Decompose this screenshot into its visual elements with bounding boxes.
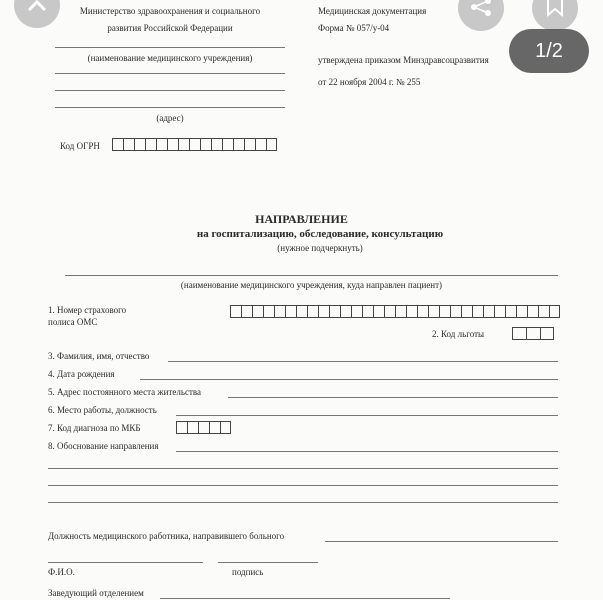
benefit-label: 2. Код льготы xyxy=(432,329,485,339)
policy-boxes[interactable] xyxy=(230,305,560,318)
doc-title: НАПРАВЛЕНИЕ xyxy=(255,212,348,226)
page-counter: 1/2 xyxy=(509,29,589,73)
reason-line-4[interactable] xyxy=(48,502,558,503)
doc-subtitle: на госпитализацию, обследование, консультацию xyxy=(196,228,444,240)
benefit-boxes[interactable] xyxy=(512,327,554,340)
bookmark-icon xyxy=(532,0,578,31)
destination-line xyxy=(65,275,558,276)
birth-field[interactable] xyxy=(140,379,558,380)
work-field[interactable] xyxy=(176,415,558,416)
birth-label: 4. Дата рождения xyxy=(48,369,115,379)
ogrn-boxes[interactable] xyxy=(112,138,277,151)
position-field[interactable] xyxy=(325,541,558,542)
signature-line[interactable] xyxy=(218,562,318,563)
name-field[interactable] xyxy=(168,361,558,362)
address-line-3 xyxy=(55,107,285,108)
bookmark-button[interactable] xyxy=(532,0,578,31)
ogrn-label: Код ОГРН xyxy=(60,141,100,151)
address-caption: (адрес) xyxy=(156,113,184,123)
head-label: Заведующий отделением xyxy=(48,588,144,598)
policy-label-1: 1. Номер страхового xyxy=(48,305,127,315)
approved-text: утверждена приказом Минздравсоцразвития xyxy=(318,55,489,65)
close-icon xyxy=(14,0,60,28)
form-number: Форма № 057/у-04 xyxy=(318,23,390,33)
fio-label: Ф.И.О. xyxy=(48,567,75,577)
underline-hint: (нужное подчеркнуть) xyxy=(277,243,363,253)
institution-caption: (наименование медицинского учреждения) xyxy=(87,53,253,63)
position-label: Должность медицинского работника, направившего больного xyxy=(48,531,285,541)
address-line-2 xyxy=(55,90,285,91)
reason-line-2[interactable] xyxy=(48,468,558,469)
ministry-line-2: развития Российской Федерации xyxy=(107,23,233,33)
reason-label: 8. Обоснование направления xyxy=(48,441,159,451)
signature-label: подпись xyxy=(232,567,264,577)
fio-line[interactable] xyxy=(48,562,203,563)
institution-line xyxy=(55,47,285,48)
work-label: 6. Место работы, должность xyxy=(48,405,157,415)
ministry-line-1: Министерство здравоохранения и социального xyxy=(79,6,261,16)
icd-boxes[interactable] xyxy=(176,421,231,434)
name-label: 3. Фамилия, имя, отчество xyxy=(48,351,150,361)
address-line-1 xyxy=(55,73,285,74)
policy-label-2: полиса ОМС xyxy=(48,317,98,327)
icd-label: 7. Код диагноза по МКБ xyxy=(48,423,141,433)
reason-line-3[interactable] xyxy=(48,485,558,486)
address-label: 5. Адрес постоянного места жительства xyxy=(48,387,202,397)
doc-type: Медицинская документация xyxy=(318,6,427,16)
address-field[interactable] xyxy=(228,397,558,398)
close-button[interactable] xyxy=(14,0,60,28)
share-icon xyxy=(458,0,504,31)
destination-caption: (наименование медицинского учреждения, куда направлен пациент) xyxy=(180,280,443,290)
share-button[interactable] xyxy=(458,0,504,31)
approved-date: от 22 ноября 2004 г. № 255 xyxy=(318,77,421,87)
head-field[interactable] xyxy=(160,598,450,599)
reason-line-1[interactable] xyxy=(176,451,558,452)
